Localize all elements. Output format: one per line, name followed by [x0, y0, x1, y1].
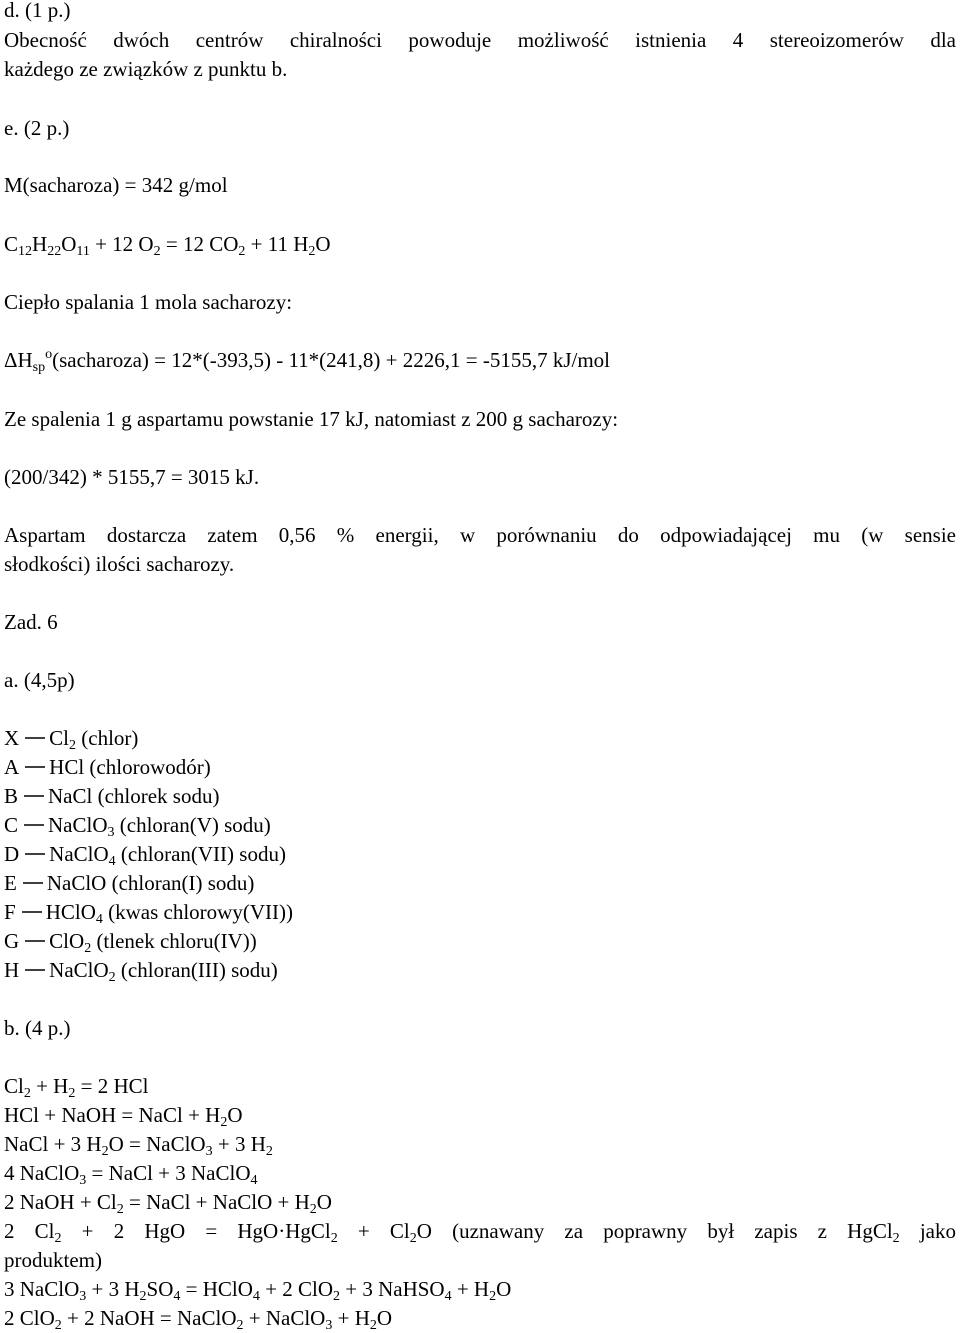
compound-letter: G	[4, 929, 20, 953]
compound-row: H NaClO$_2$ (chloran(III) sodu)	[4, 958, 278, 985]
dash-separator	[19, 724, 49, 753]
dash-separator	[18, 811, 48, 840]
reaction-5: 2 NaOH + $Cl_2$ = NaCl + NaClO + $H_2O$	[4, 1190, 332, 1217]
section-e-header: e. (2 p.)	[4, 116, 70, 140]
compound-name: (tlenek chloru(IV))	[91, 929, 257, 953]
compound-formula: NaClO (chloran(I) sodu)	[46, 871, 255, 895]
compound-letter: B	[4, 784, 19, 808]
compound-name: (chlor)	[76, 726, 139, 750]
combustion-equation: $C_{12}H_{22}O_{11} + 12$ $O_2 = 12$ $CO_2 + 11$ $H_2O$	[4, 232, 331, 259]
compound-row: X $Cl_2$ (chlor)	[4, 726, 139, 753]
section-d-text-line-1: Obecność dwóch centrów chiralności powoduje możliwość istnienia 4 stereoizomerów dla	[4, 28, 956, 52]
section-a-header: a. (4,5p)	[4, 668, 75, 692]
dash-separator	[19, 840, 49, 869]
compound-name: (chloran(V) sodu)	[114, 813, 271, 837]
dash-separator	[16, 898, 46, 927]
reaction-1: $Cl_2 + H_2 = 2$ HCl	[4, 1074, 149, 1101]
compound-formula: NaClO	[49, 958, 109, 982]
compound-formula: NaClO	[48, 813, 108, 837]
enthalpy-calculation: $\Delta H_{sp}^o(sacharoza) = 12*(-393,5) - 11*(241,8) + 2226,1 = -5155,7$ kJ/mol	[4, 347, 611, 375]
compound-formula: ClO	[49, 929, 85, 953]
compound-letter: C	[4, 813, 19, 837]
reaction-7: 3 NaClO$_3$ + 3 $H_2SO_4$ = HClO$_4$ + 2 ClO$_2$ + 3 NaHSO$_4$ + $H_2O$	[4, 1277, 512, 1304]
compound-formula: NaClO	[49, 842, 109, 866]
section-d-header: d. (1 p.)	[4, 0, 71, 22]
reaction-8: 2 ClO$_2$ + 2 NaOH = NaClO$_2$ + NaClO$_3$ + $H_2O$	[4, 1306, 393, 1333]
compound-row	[4, 782, 219, 811]
conclusion-line-1: Aspartam dostarcza zatem 0,56 % energii, w porównaniu do odpowiadającej mu (w sensie	[4, 523, 956, 547]
compound-formula: NaCl (chlorek sodu)	[48, 784, 220, 808]
compound-letter: D	[4, 842, 20, 866]
compound-name: (chloran(III) sodu)	[115, 958, 278, 982]
compound-name: (chloran(VII) sodu)	[115, 842, 286, 866]
energy-calculation-line: (200/342) * 5155,7 = 3015 kJ.	[4, 465, 260, 489]
reaction-6-line-2: produktem)	[4, 1248, 102, 1272]
compound-formula: HClO	[45, 900, 96, 924]
reaction-6-line-1: 2 $Cl_2 + 2$ HgO = HgO·HgCl$_2$ + $Cl_2O$ (uznawany za poprawny był zapis z HgCl$_2$ jako	[4, 1219, 956, 1246]
compound-formula: HCl (chlorowodór)	[49, 755, 211, 779]
section-b-header: b. (4 p.)	[4, 1016, 71, 1040]
aspartam-line: Ze spalenia 1 g aspartamu powstanie 17 kJ, natomiast z 200 g sacharozy:	[4, 407, 619, 431]
compound-formula: Cl	[49, 726, 70, 750]
reaction-4: 4 NaClO$_3$ = NaCl + 3 NaClO$_4$	[4, 1161, 258, 1188]
dash-separator	[18, 782, 48, 811]
compound-row: F HClO$_4$ (kwas chlorowy(VII))	[4, 900, 293, 927]
compound-row: G ClO$_2$ (tlenek chloru(IV))	[4, 929, 257, 956]
compound-row	[4, 869, 254, 898]
molar-mass-line: M(sacharoza) = 342 g/mol	[4, 173, 228, 197]
compound-letter: X	[4, 726, 20, 750]
reaction-2: HCl + NaOH = NaCl + $H_2O$	[4, 1103, 243, 1130]
compound-row: D NaClO$_4$ (chloran(VII) sodu)	[4, 842, 286, 869]
task-6-header: Zad. 6	[4, 610, 58, 634]
compound-letter: F	[4, 900, 16, 924]
heat-of-combustion-label: Ciepło spalania 1 mola sacharozy:	[4, 290, 293, 314]
section-d-text-line-2: każdego ze związków z punktu b.	[4, 57, 288, 81]
compound-name: (kwas chlorowy(VII))	[102, 900, 293, 924]
compound-letter: E	[4, 871, 17, 895]
compound-letter: H	[4, 958, 20, 982]
compound-letter: A	[4, 755, 20, 779]
dash-separator	[19, 956, 49, 985]
reaction-3: NaCl + 3 $H_2O$ = NaClO$_3$ + 3 $H_2$	[4, 1132, 273, 1159]
dash-separator	[17, 869, 47, 898]
compound-row	[4, 753, 211, 782]
dash-separator	[19, 927, 49, 956]
dash-separator	[19, 753, 49, 782]
conclusion-line-2: słodkości) ilości sacharozy.	[4, 552, 235, 576]
compound-row: C NaClO$_3$ (chloran(V) sodu)	[4, 813, 271, 840]
